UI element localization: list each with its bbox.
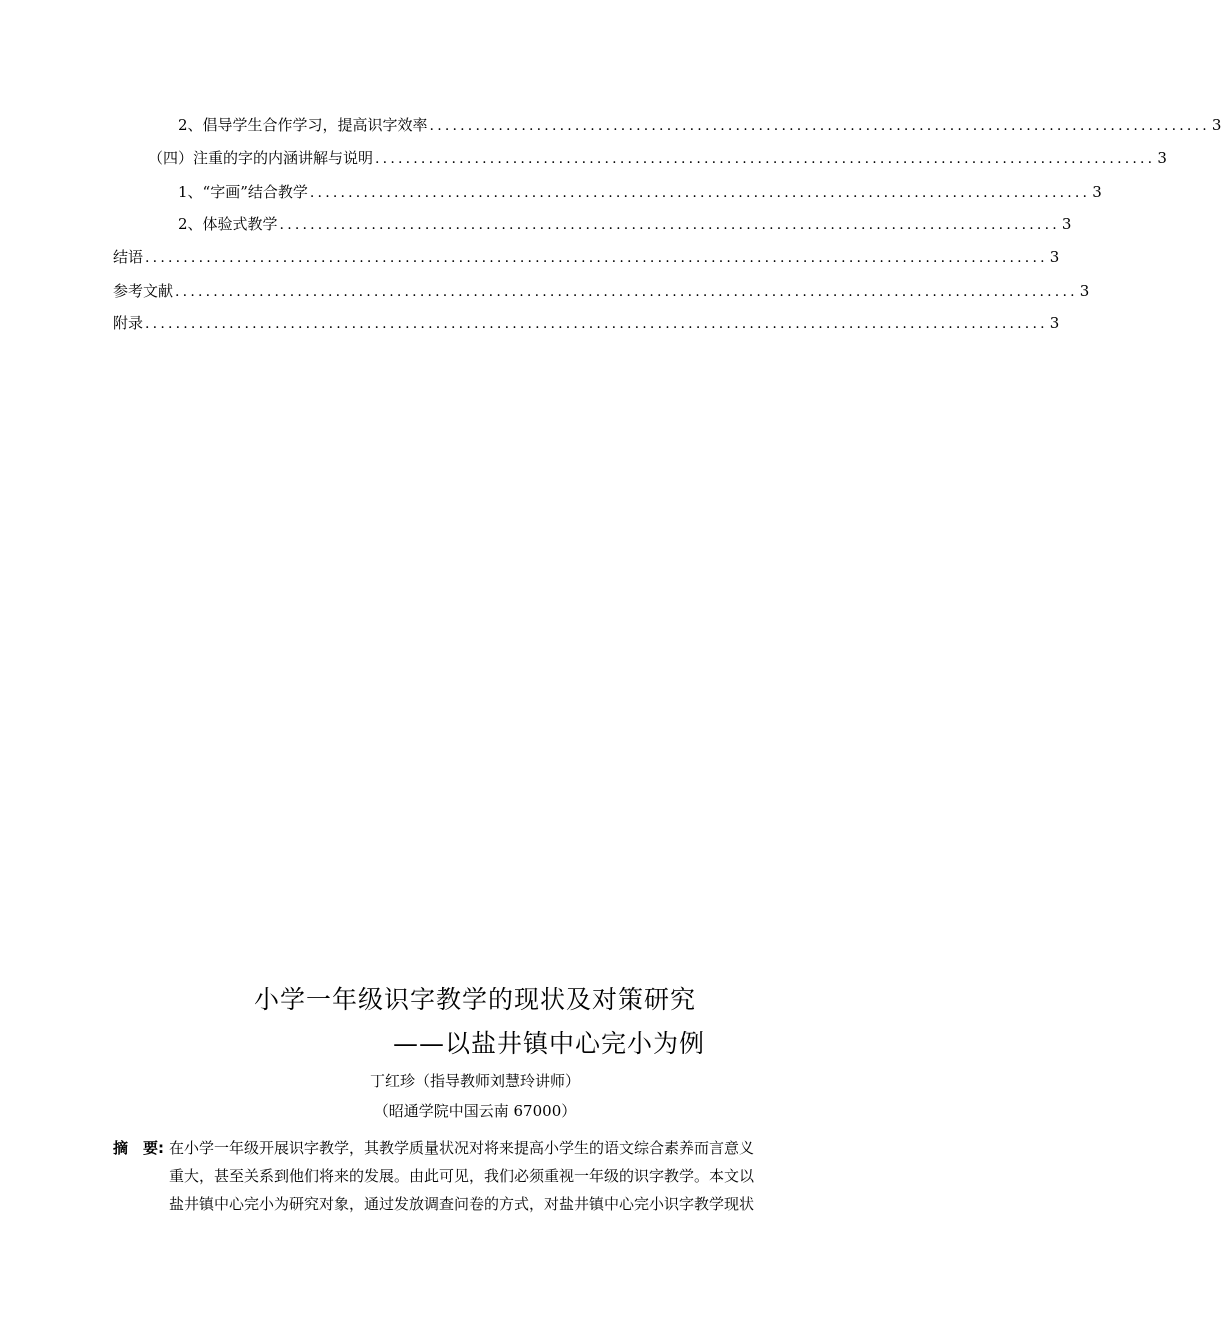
toc-dot-leader: ...................................................................................................................... bbox=[175, 284, 1078, 300]
toc-page-number: 3 bbox=[1211, 116, 1221, 134]
toc-entry-label: 2、倡导学生合作学习，提高识字效率 bbox=[178, 116, 428, 134]
paper-author: 丁红珍（指导教师刘慧玲讲师） bbox=[369, 1072, 580, 1090]
paper-subtitle: ——以盐井镇中心完小为例 bbox=[393, 1029, 706, 1058]
toc-entry[interactable] bbox=[113, 246, 1060, 268]
toc-dot-leader: ...................................................................................................... bbox=[429, 118, 1210, 134]
toc-dot-leader: ...................................................................................................................... bbox=[145, 316, 1048, 332]
abstract-label: 摘 要: bbox=[113, 1139, 164, 1157]
toc-entry-label: 附录 bbox=[113, 314, 144, 332]
toc-dot-leader: ...................................................................................................................... bbox=[145, 250, 1048, 266]
toc-dot-leader: ...................................................................................................... bbox=[375, 151, 1156, 167]
toc-page-number: 3 bbox=[1079, 282, 1090, 300]
paper-affiliation: （昭通学院中国云南 67000） bbox=[373, 1102, 577, 1120]
toc-entry[interactable] bbox=[113, 280, 1090, 302]
toc-entry[interactable] bbox=[178, 114, 1221, 136]
toc-entry-label: 1、“字画”结合教学 bbox=[178, 183, 308, 201]
toc-page-number: 3 bbox=[1157, 149, 1167, 167]
abstract-text bbox=[169, 1134, 839, 1218]
toc-dot-leader: ...................................................................................................... bbox=[309, 185, 1091, 201]
toc-dot-leader: ...................................................................................................... bbox=[279, 217, 1060, 233]
toc-entry-label: 结语 bbox=[113, 248, 144, 266]
abstract-line: 盐井镇中心完小为研究对象，通过发放调查问卷的方式，对盐井镇中心完小识字教学现状 bbox=[169, 1195, 755, 1213]
toc-page-number: 3 bbox=[1092, 183, 1102, 201]
toc-page-number: 3 bbox=[1061, 215, 1072, 233]
abstract-line: 在小学一年级开展识字教学，其教学质量状况对将来提高小学生的语文综合素养而言意义 bbox=[169, 1139, 755, 1157]
toc-page-number: 3 bbox=[1049, 248, 1060, 266]
toc-entry[interactable] bbox=[178, 213, 1072, 235]
toc-entry-label: 2、体验式教学 bbox=[178, 215, 278, 233]
toc-entry[interactable] bbox=[148, 147, 1167, 169]
toc-page-number: 3 bbox=[1049, 314, 1060, 332]
toc-entry-label: （四）注重的字的内涵讲解与说明 bbox=[148, 149, 374, 167]
toc-entry[interactable] bbox=[113, 312, 1060, 334]
abstract-line: 重大，甚至关系到他们将来的发展。由此可见，我们必须重视一年级的识字教学。本文以 bbox=[169, 1167, 755, 1185]
toc-entry-label: 参考文献 bbox=[113, 282, 174, 300]
paper-title: 小学一年级识字教学的现状及对策研究 bbox=[253, 985, 696, 1014]
toc-entry[interactable] bbox=[178, 181, 1102, 203]
